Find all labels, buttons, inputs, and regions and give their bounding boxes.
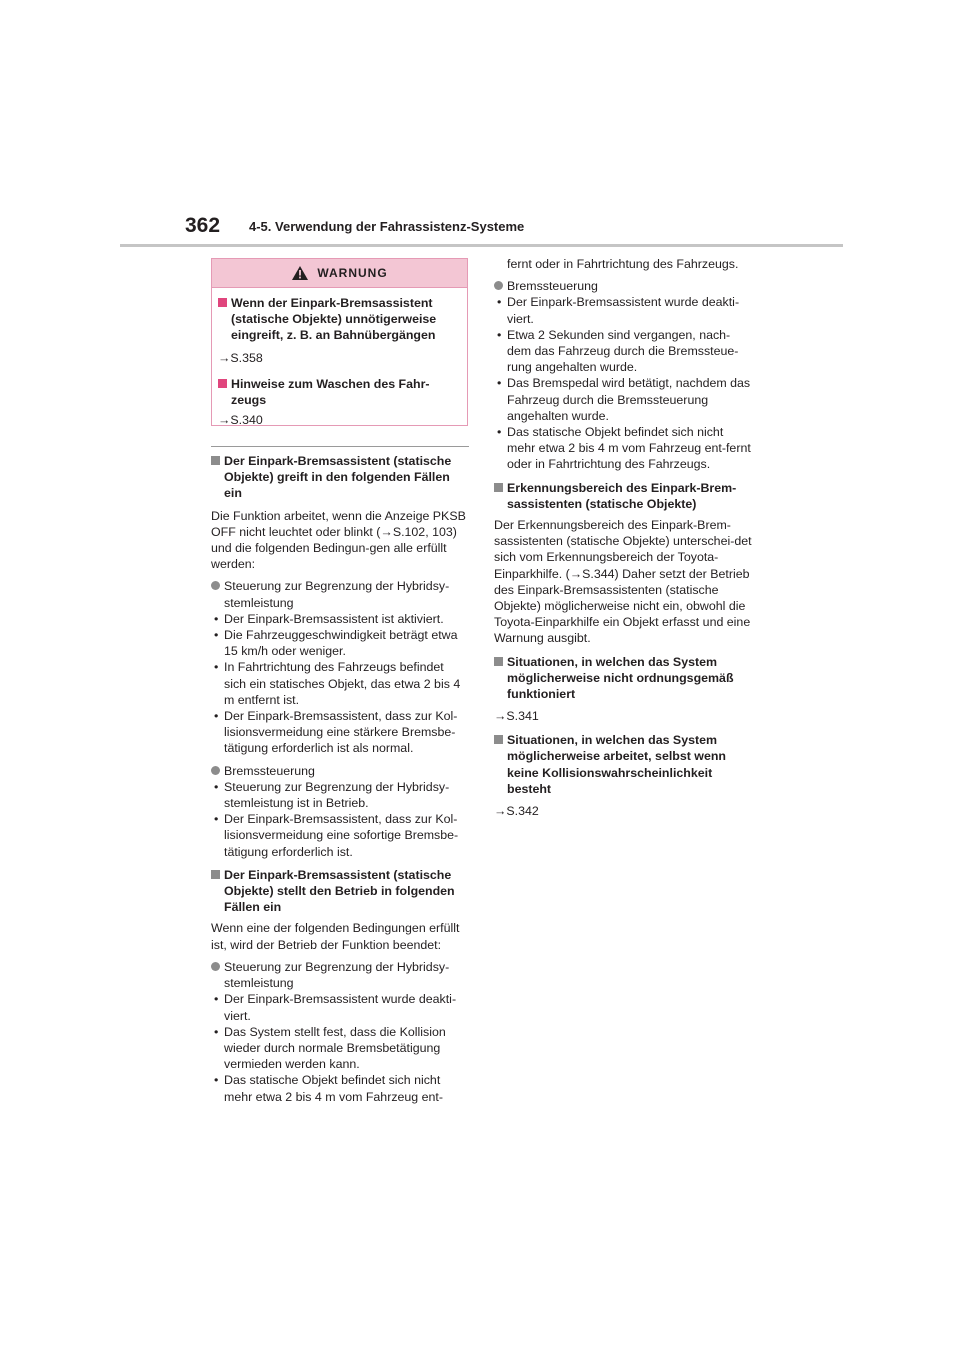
list-item: • Der Einpark-Bremsassistent wurde deakti-viert.	[494, 294, 752, 326]
cross-reference[interactable]: →S.340	[218, 413, 263, 428]
list-item: • In Fahrtrichtung des Fahrzeugs befindet sich ein statisches Objekt, das etwa 2 bis 4 m entfernt ist.	[211, 659, 469, 708]
section-heading: Der Einpark-Bremsassistent (statische Objekte) greift in den folgenden Fällen ein	[211, 453, 469, 502]
warning-body	[212, 288, 467, 428]
cross-reference[interactable]: →S.358	[218, 350, 263, 365]
paragraph: Wenn eine der folgenden Bedingungen erfüllt ist, wird der Betrieb der Funktion beendet:	[211, 921, 460, 952]
arrow-icon: →	[218, 350, 231, 365]
gray-dot-icon	[211, 962, 220, 971]
pink-square-icon	[218, 298, 227, 307]
gray-dot-icon	[494, 281, 503, 290]
list-item: • Der Einpark-Bremsassistent wurde deakti-viert.	[211, 991, 469, 1023]
bullet-list	[211, 991, 469, 1104]
list-item: • Das statische Objekt befindet sich nicht mehr etwa 2 bis 4 m vom Fahrzeug ent-fernt oder in Fahrtrichtung des Fahrzeugs.	[494, 424, 752, 473]
list-item: • Das statische Objekt befindet sich nicht mehr etwa 2 bis 4 m vom Fahrzeug ent-	[211, 1072, 469, 1104]
paragraph: fernt oder in Fahrtrichtung des Fahrzeugs.	[507, 257, 739, 271]
subsection-heading: Bremssteuerung	[494, 278, 752, 294]
warning-triangle-icon	[291, 265, 309, 281]
section-heading: Erkennungsbereich des Einpark-Brem-sassistenten (statische Objekte)	[494, 480, 752, 512]
gray-square-icon	[494, 483, 503, 492]
header-rule	[120, 244, 843, 247]
list-item: • Der Einpark-Bremsassistent ist aktiviert.	[211, 611, 469, 627]
list-item: • Die Fahrzeuggeschwindigkeit beträgt etwa 15 km/h oder weniger.	[211, 627, 469, 659]
list-item: • Der Einpark-Bremsassistent, dass zur Kol-lisionsvermeidung eine sofortige Bremsbe-tätigung erforderlich ist.	[211, 811, 469, 860]
arrow-icon: →	[494, 804, 507, 819]
section-divider	[211, 446, 469, 447]
arrow-icon: →	[380, 524, 393, 539]
gray-square-icon	[211, 456, 220, 465]
gray-square-icon	[211, 870, 220, 879]
bullet-list	[211, 611, 469, 757]
list-item: • Das Bremspedal wird betätigt, nachdem das Fahrzeug durch die Bremssteuerung angehalten wurde.	[494, 375, 752, 424]
warning-header	[212, 259, 467, 288]
subsection-heading: Steuerung zur Begrenzung der Hybridsy-stemleistung	[211, 578, 469, 610]
warning-title: WARNUNG	[317, 266, 388, 280]
gray-square-icon	[494, 657, 503, 666]
warning-item-heading: Hinweise zum Waschen des Fahr-zeugs	[218, 376, 461, 408]
list-item: • Der Einpark-Bremsassistent, dass zur Kol-lisionsvermeidung eine stärkere Bremsbe-tätigung erforderlich ist als normal.	[211, 708, 469, 757]
cross-reference[interactable]: →S.341	[494, 709, 539, 724]
chapter-title: 4-5. Verwendung der Fahrassistenz-Systeme	[249, 219, 525, 234]
list-item: • Steuerung zur Begrenzung der Hybridsy-stemleistung ist in Betrieb.	[211, 779, 469, 811]
page-number: 362	[185, 214, 221, 237]
right-column	[494, 256, 752, 819]
arrow-icon: →	[494, 709, 507, 724]
warning-box	[211, 258, 468, 426]
section-heading: Situationen, in welchen das System möglicherweise arbeitet, selbst wenn keine Kollisionswahrscheinlichkeit besteht	[494, 732, 752, 797]
section-heading: Situationen, in welchen das System möglicherweise nicht ordnungsgemäß funktioniert	[494, 654, 752, 703]
pink-square-icon	[218, 379, 227, 388]
bullet-list	[494, 294, 752, 472]
subsection-heading: Bremssteuerung	[211, 763, 469, 779]
subsection-heading: Steuerung zur Begrenzung der Hybridsy-stemleistung	[211, 959, 469, 991]
warning-item-heading: Wenn der Einpark-Bremsassistent (statische Objekte) unnötigerweise eingreift, z. B. an Bahnübergängen	[218, 295, 461, 344]
gray-square-icon	[494, 735, 503, 744]
section-heading: Der Einpark-Bremsassistent (statische Objekte) stellt den Betrieb in folgenden Fällen ein	[211, 867, 469, 916]
bullet-list	[211, 779, 469, 860]
arrow-icon: →	[218, 413, 231, 428]
paragraph: Die Funktion arbeitet, wenn die Anzeige PKSB OFF nicht leuchtet oder blinkt (→S.102, 103) und die folgenden Bedingun-gen alle erfüllt werden:	[211, 508, 466, 572]
list-item: • Das System stellt fest, dass die Kollision wieder durch normale Bremsbetätigung vermieden werden kann.	[211, 1024, 469, 1073]
cross-reference[interactable]: →S.342	[494, 804, 539, 819]
paragraph: Der Erkennungsbereich des Einpark-Brem-sassistenten (statische Objekte) unterschei-det sich vom Erkennungsbereich der Toyota-Einparkhilfe. (→S.344) Daher setzt der Betrieb des Einpark-Bremsassistenten (statische Objekte) möglicherweise nicht ein, obwohl die Toyota-Einparkhilfe ein Objekt erfasst und eine Warnung ausgibt.	[494, 518, 752, 646]
arrow-icon: →	[569, 566, 583, 581]
gray-dot-icon	[211, 581, 220, 590]
gray-dot-icon	[211, 766, 220, 775]
left-column	[211, 453, 469, 1105]
list-item: • Etwa 2 Sekunden sind vergangen, nach-dem das Fahrzeug durch die Bremssteue-rung angehalten wurde.	[494, 327, 752, 376]
